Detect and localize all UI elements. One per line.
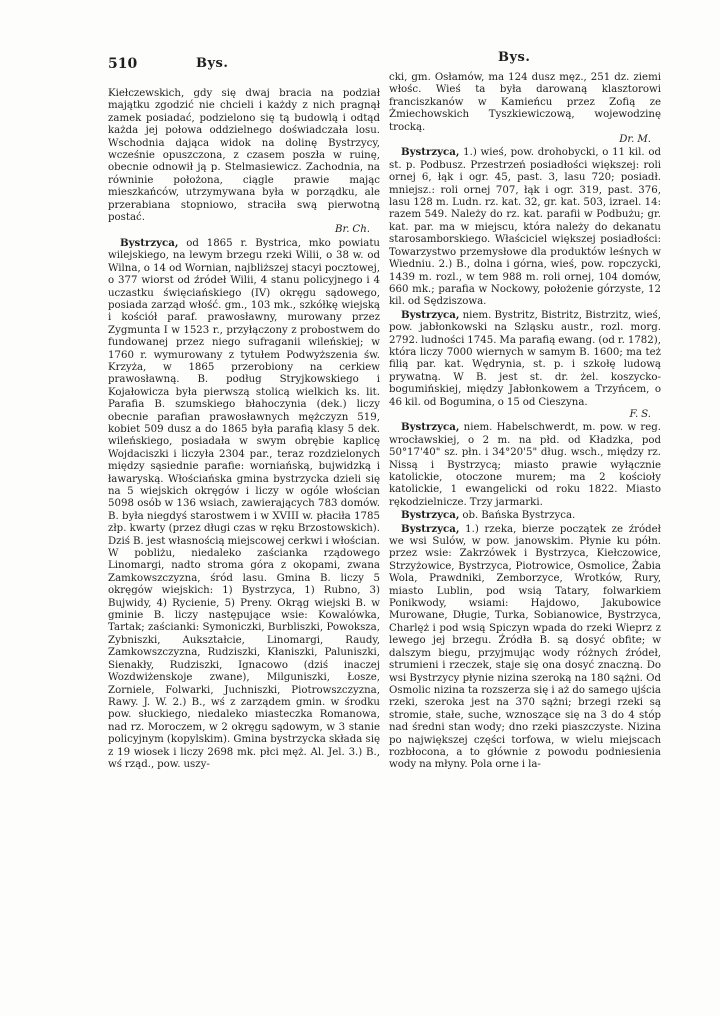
entry-text: od 1865 r. Bystrica, mko powiatu wilejskiego, na lewym brzegu rzeki Wilii, o 38 w. od Wilna, o 14 od Wornian, najbliższej stacyi pocztowej, o 377 wiorst od źródeł Wilii, 4 stanu policyjnego i 4 uczastku święciańskiego (IV) okręgu sądowego, posiada zarząd włość. gm., 103 mk., szkółkę wiejską i kościół paraf. prawosławny, murowany przez Zygmunta I w 1523 r., przyłączony z probostwem do fundowanej przez niego sufraganii wileńskiej; w 1760 r. wymurowany z tytułem Podwyższenia św. Krzyża, w 1865 przerobiony na cerkiew prawosławną. B. podług Stryjkowskiego i Kojałowicza była pierwszą stolicą wielkich ks. lit. Parafia B. szumskiego błahoczynia (dek.) liczy obecnie parafian prawosławnych mężczyzn 519, kobiet 509 dusz a do 1865 była parafią klasy 5 dek. wileńskiego, posiadała w swym obrębie kaplicę Wojdaciszki i liczyła 2304 par., teraz rozdzielonych między sąsiednie parafie: worniańską, bujwidzką i ławaryską. Włościańska gmina bystrzycka dzieli się na 5 wiejskich okręgów i liczy w ogóle włościan 5098 osób w 136 wsiach, zawierających 783 domów. B. była niegdyś starostwem i w XVIII w. płaciła 1785 złp. kwarty (przez długi czas w ręku Brzostowskich). Dziś B. jest własnością miejscowej cerkwi i włościan. W pobliżu, niedaleko zaścianka rządowego Linomargi, nadto stroma góra z okopami, zwana Zamkowszczyzna, śród lasu. Gmina B. liczy 5 okręgów wiejskich: 1) Bystrzyca, 1) Rubno, 3) Bujwidy, 4) Rycienie, 5) Preny. Okrąg wiejski B. w gminie B. liczy następujące wsie: Kowalówka, Tartak; zaścianki: Symoniczki, Burbliszki, Powoksza, Zybniszki, Aukształcie, Linomargi, Raudy, Zamkowszczyzna, Rudziszki, Kłaniszki, Paluniszki, Sienakły, Rudziszki, Ignacowo (dziś inaczej Wozdwiżenskoje zwane), Milguniszki, Łosze, Zorniele, Folwarki, Juchniszki, Piotrowszczyzna, Rawy. J. W. 2.) B., wś z zarządem gmin. w środku pow. słuckiego, niedaleko miasteczka Romanowa, nad rz. Moroczem, w 2 okręgu sądowym, w 3 stanie policyjnym (kopylskim). Gmina bystrzycka składa się z 19 wiosek i liczy 2698 mk. płci męż. Al. Jel. 3.) B., wś rząd., pow. uszy-: [108, 237, 380, 770]
dictionary-entry: [389, 523, 661, 772]
entry-title: Bystrzyca,: [401, 308, 460, 321]
entry-title: Bystrzyca,: [401, 146, 460, 159]
entry-text: 1.) wieś, pow. drohobycki, o 11 kil. od st. p. Podbusz. Przestrzeń posiadłości większej: roli ornej 6, łąk i ogr. 45, past. 3, lasu 720; posiadł. mniejsz.: roli ornej 707, łąk i ogr. 319, past. 376, lasu 128 m. Ludn. rz. kat. 32, gr. kat. 503, izrael. 14: razem 549. Należy do rz. kat. parafii w Podbużu; gr. kat. par. ma w miejscu, która należy do dekanatu starosamborskiego. Właściciel większej posiadłości: Towarzystwo przemysłowe dla produktów leśnych w Wiedniu. 2.) B., dolna i górna, wieś, pow. ropczycki, 1439 m. rozl., w tem 988 m. roli ornej, 104 domów, 660 mk.; parafia w Nockowy, położenie górzyste, 12 kil. od Sędziszowa.: [389, 147, 661, 308]
dictionary-entry: [108, 237, 380, 771]
signature-line: [108, 224, 380, 236]
running-title-left: Bys.: [196, 56, 229, 71]
entry-text: 1.) rzeka, bierze początek ze źródeł we wsi Sulów, w pow. janowskim. Płynie ku półn. przez wsie: Zakrzówek i Bystrzyca, Kiełczowice, Strzyżowice, Bystrzyca, Piotrowice, Osmolice, Żabia Wola, Prawdniki, Zemborzyce, Wrotków, Rury, miasto Lublin, pod wsią Tatary, folwarkiem Ponikwody, wsiami: Hajdowo, Jakubowice Murowane, Długie, Turka, Sobianowice, Bystrzyca, Charlęż i pod wsią Spiczyn wpada do rzeki Wieprz z lewego jej brzegu. Źródła B. są dosyć obfite; w dalszym biegu, przyjmując wody różnych źródeł, strumieni i rzeczek, staje się ona dosyć znaczną. Do wsi Bystrzycy płynie nizina szeroką na 180 sążni. Od Osmolic nizina ta rozszerza się i aż do samego ujścia rzeki, szeroka jest na 370 sążni; brzegi rzeki są stromie, stałe, suche, wznoszące się na 3 do 4 stóp nad średni stan wody; dno rzeki piaszczyste. Nizina po największej części torfowa, w wielu miejscach rozbłocona, a to głównie z powodu podniesienia wody na młyny. Pola orne i la-: [389, 523, 661, 771]
entry-title: Bystrzyca,: [120, 236, 179, 249]
entry-text: ob. Bańska Bystrzyca.: [462, 510, 576, 522]
running-title-right: Bys.: [498, 50, 531, 65]
dictionary-entry: [389, 421, 661, 509]
entry-text: niem. Habelschwerdt, m. pow. w reg. wrocławskiej, o 2 m. na płd. od Kładzka, pod 50°17'40" sz. płn. i 34°20'5" dług. wsch., między rz. Nissą i Bystrzycą; miasto prawie wyłącznie katolickie, otoczone murem; ma 2 kościoły katolickie, 1 ewangelicki od roku 1822. Miasto rękodzielnicze. Trzy jarmarki.: [389, 422, 661, 508]
page-number: 510: [108, 56, 138, 72]
dictionary-entry: [389, 509, 661, 522]
paragraph-continued: [389, 72, 661, 134]
page-header: [0, 50, 720, 70]
signature-line: [389, 134, 661, 146]
signature-line: [389, 409, 661, 421]
entry-title: Bystrzyca,: [401, 421, 460, 434]
dictionary-entry: [389, 309, 661, 409]
author-signature: Dr. M.: [619, 134, 651, 146]
author-signature: Br. Ch.: [334, 224, 370, 236]
dictionary-entry: [389, 146, 661, 308]
paragraph-text: cki, gm. Osłamów, ma 124 dusz męz., 251 dz. ziemi włośc. Wieś ta była darowaną klasztorowi franciszkanów w Kamieńcu przez Zofią ze Żmiechowskich Tyszkiewiczową, wojewodzinę trocką.: [389, 72, 661, 133]
author-signature: F. S.: [629, 408, 651, 420]
right-column: [389, 72, 661, 772]
paragraph-text: Kiełczewskich, gdy się dwaj bracia na podział majątku zgodzić nie chcieli i każdy z nich pragnął zamek posiadać, podzielono się tą budowlą i odtąd każda jej połowa oddzielnego doświadczała losu. Wschodnia dająca widok na dolinę Bystrzycy, wcześnie opuszczona, z czasem poszła w ruinę, obecnie odnowił ją p. Stelmasiewicz. Zachodnia, na równinie położona, ciągle prawie mając mieszkańców, utrzymywana była w porządku, ale przerabiana stopniowo, straciła swą pierwotną postać.: [108, 88, 380, 224]
entry-text: niem. Bystritz, Bistritz, Bistrzitz, wieś, pow. jabłonkowski na Szląsku austr., rozl. morg. 2792. ludności 1745. Ma parafią ewang. (od r. 1782), która liczy 7000 wiernych w samym B. 1600; ma też filią par. kat. Wędrynia, st. p. i szkołę ludową prywatną. W B. jest st. dr. żel. koszycko-bogumińskiej, między Jabłonkowem a Trzyńcem, o 46 kil. od Bogumina, o 15 od Cieszyna.: [389, 309, 661, 408]
entry-title: Bystrzyca,: [401, 522, 460, 535]
paragraph-continued: [108, 88, 380, 224]
entry-title: Bystrzyca,: [401, 509, 460, 522]
left-column: [108, 88, 380, 771]
